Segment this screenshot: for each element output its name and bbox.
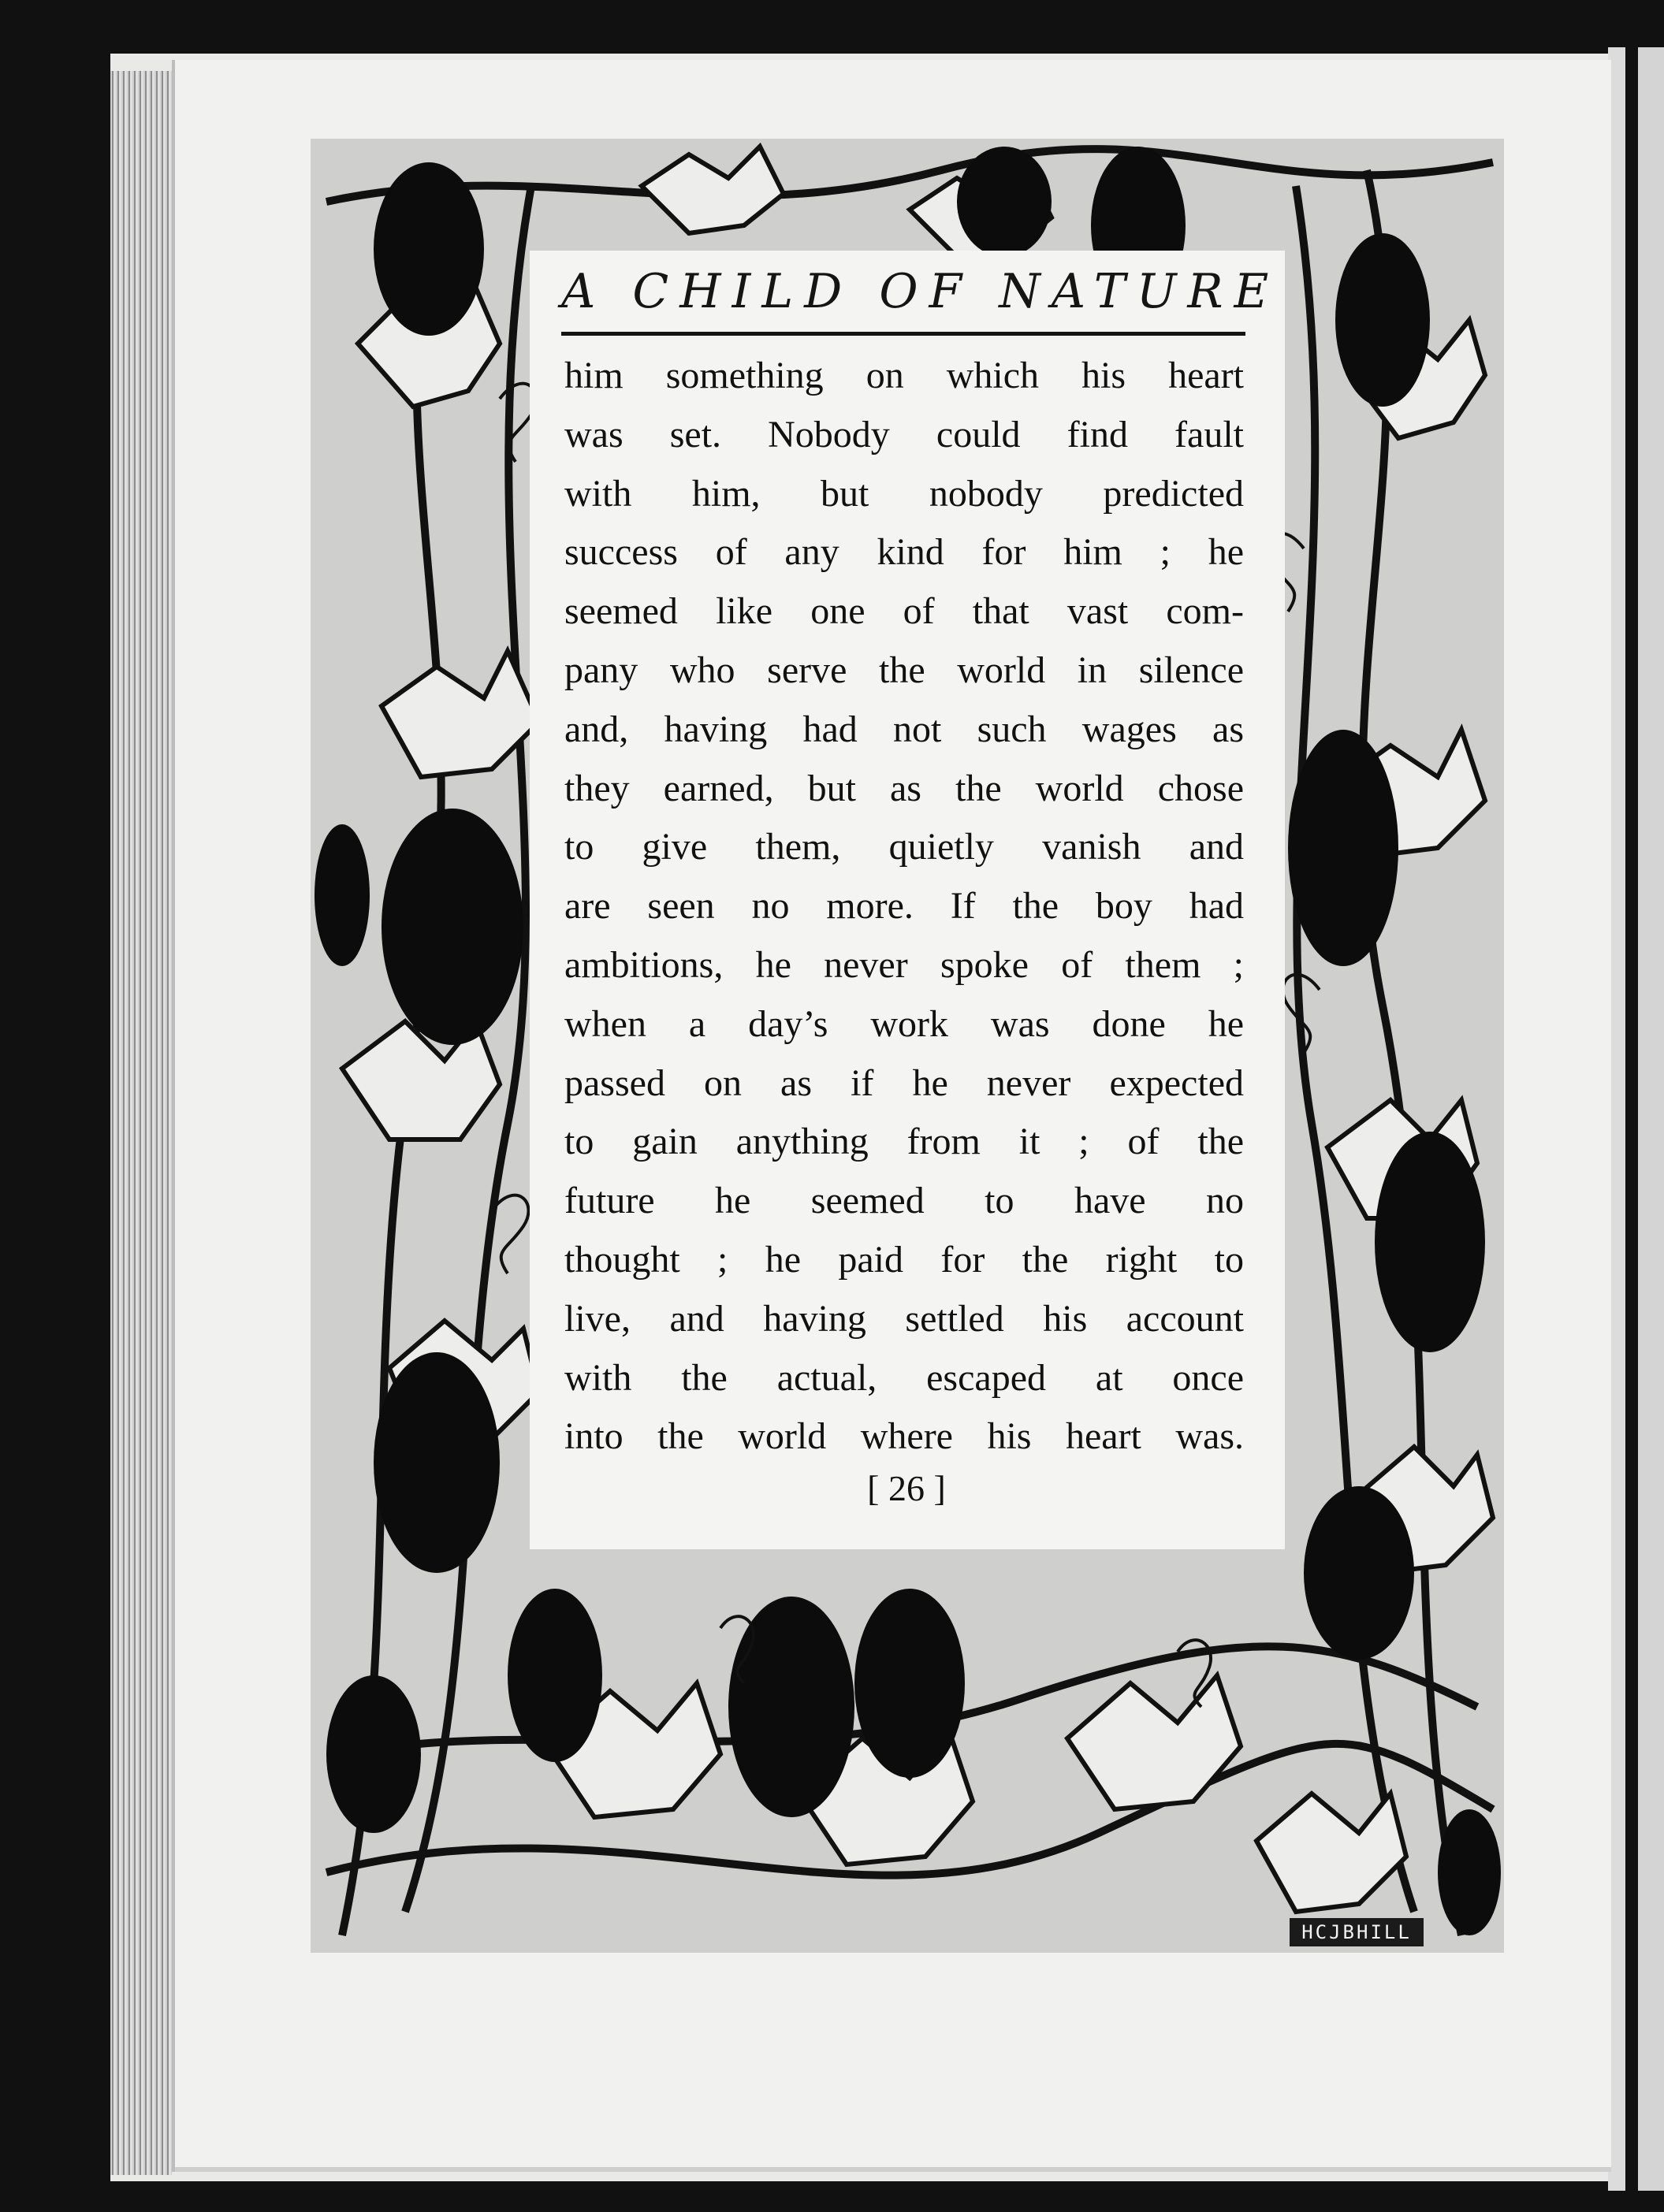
text-line: him something on which his heart [564,355,1244,396]
artist-signature: HCJBHILL [1290,1918,1424,1946]
page-number: [ 26 ] [867,1468,946,1508]
body-text [564,347,1244,1467]
text-line: to give them, quietly vanish and [564,826,1244,868]
text-line: are seen no more. If the boy had [564,885,1244,928]
text-line: thought ; he paid for the right to [564,1238,1244,1281]
text-line: and, having had not such wages as [564,708,1244,750]
text-line: they earned, but as the world chose [564,767,1244,809]
text-line: with him, but nobody predicted [564,472,1244,515]
text-line: ambitions, he never spoke of them ; [564,943,1244,986]
text-line: success of any kind for him ; he [564,531,1244,574]
text-line: seemed like one of that vast com- [564,590,1244,633]
running-head: A CHILD OF NATURE [561,264,1280,319]
text-line: to gain anything from it ; of the [564,1121,1244,1163]
text-line: into the world where his heart was. [564,1415,1244,1458]
text-line: was set. Nobody could find fault [564,413,1244,455]
text-line: passed on as if he never expected [564,1061,1244,1104]
page-edges [110,71,172,2175]
text-line: pany who serve the world in silence [564,649,1244,691]
facing-page-edge-outer [1638,47,1664,2191]
text-line: future he seemed to have no [564,1180,1244,1222]
text-line: when a day’s work was done he [564,1002,1244,1045]
text-line: live, and having settled his account [564,1297,1244,1340]
text-line: with the actual, escaped at once [564,1356,1244,1399]
running-head-rule [561,332,1245,336]
